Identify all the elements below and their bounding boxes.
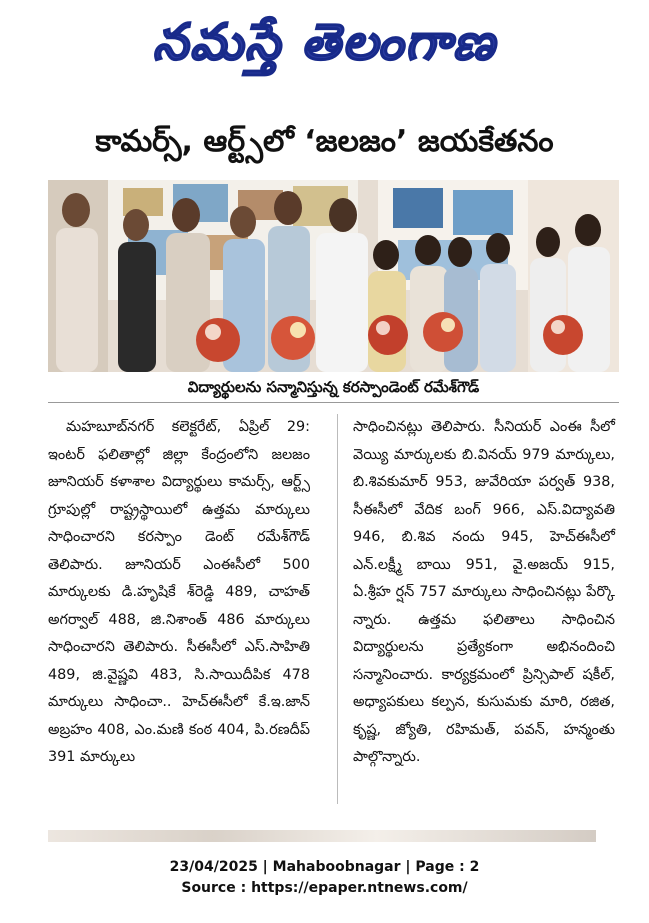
- article-headline: కామర్స్, ఆర్ట్స్‌లో ‘జలజం’ జయకేతనం: [95, 124, 554, 159]
- photo-caption: విద్యార్థులను సన్మానిస్తున్న కరస్పాండెంట్ రమేశ్‌గౌడ్: [48, 372, 619, 403]
- article-column-right: [353, 414, 615, 772]
- group-photo-illustration: [48, 180, 619, 372]
- article-column-left: [48, 414, 310, 772]
- column-divider: [337, 414, 338, 804]
- footer-source: Source : https://epaper.ntnews.com/: [181, 880, 468, 896]
- newspaper-masthead: [0, 6, 649, 78]
- article-kicker: [50, 92, 320, 102]
- article-body-right: సాధించినట్లు తెలిపారు. సీనియర్ ఎంఈ సీలో వెయ్యి మార్కులకు బి.వినయ్ 979 మార్కులు, బి.శివకుమార్ 953, జువేరియా పర్వత్ 938, సీఈసీలో వేదిక బంగ్ 966, ఎస్.విద్యావతి 946, బి.శివ నందు 945, హెచ్ఈసీలో ఎన్.లక్ష్మీ బాయి 951, వై.అజయ్ 915, ఏ.శ్రీహ ర్షన్ 757 మార్కులు సాధించినట్లు పేర్కొ న్నారు. ఉత్తమ ఫలితాలు సాధించిన విద్యార్థులను ప్రత్యేకంగా అభినందించి సన్మానించారు. కార్యక్రమంలో ప్రిన్సిపాల్ షకీల్, అధ్యాపకులు కల్పన, కుసుమకు మారి, రజిత, కృష్ణ, జ్యోతి, రహిమత్, పవన్, హన్మంతు పాల్గొన్నారు.: [353, 419, 615, 765]
- next-article-image-strip: [48, 830, 596, 842]
- masthead-title: నమస్తే తెలంగాణ: [152, 12, 497, 71]
- article-body-left: మహబూబ్‌నగర్ కలెక్టరేట్, ఏప్రిల్ 29: ఇంటర్ ఫలితాల్లో జిల్లా కేంద్రంలోని జలజం జూనియర్ కళాశాల విద్యార్థులు కామర్స్, ఆర్ట్స్ గ్రూపుల్లో రాష్ట్రస్థాయిలో ఉత్తమ మార్కులు సాధించారని కరస్పాం డెంట్ రమేశ్‌గౌడ్ తెలిపారు. జూనియర్ ఎంఈసీలో 500 మార్కులకు డి.హృషికే శ్‌రెడ్డి 489, చాహత్ అగర్వాల్ 488, జి.నిశాంత్ 486 మార్కులు సాధించారని తెలిపారు. సీఈసీలో ఎస్.సాహితి 489, జి.వైష్ణవి 483, సి.సాయిదీపిక 478 మార్కులు సాధించా.. హెచ్ఈసీలో కే.ఇ.జాన్ అబ్రహం 408, ఎం.మణి కంఠ 404, పి.రణదీప్ 391 మార్కులు: [48, 419, 310, 765]
- clipping-footer: [0, 857, 649, 899]
- article-photo: [48, 180, 619, 372]
- footer-date-edition-page: 23/04/2025 | Mahaboobnagar | Page : 2: [169, 859, 480, 875]
